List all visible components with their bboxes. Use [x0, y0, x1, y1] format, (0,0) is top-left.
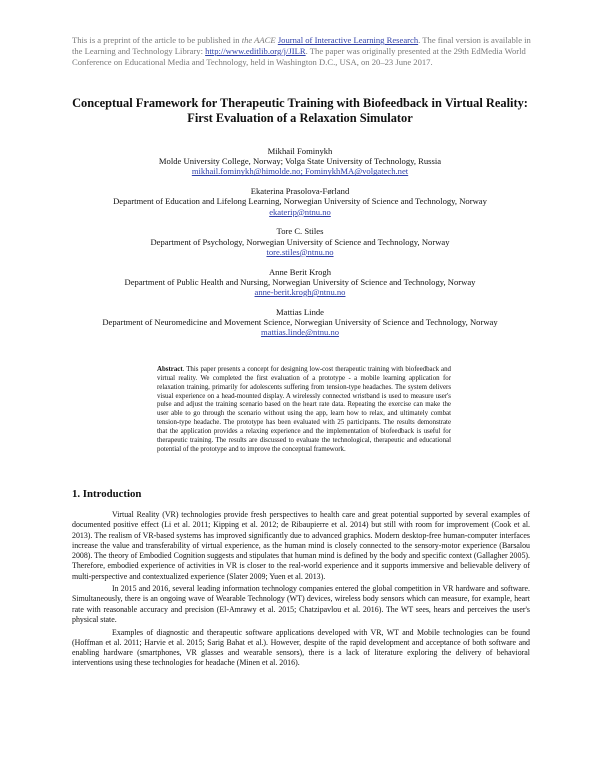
author-block: [40, 307, 560, 338]
author-name: Tore C. Stiles: [276, 226, 324, 237]
author-email-link[interactable]: ekaterip@ntnu.no: [269, 206, 331, 217]
author-list: [40, 146, 560, 347]
author-email-link[interactable]: mikhail.fominykh@himolde.no; FominykhMA@volgatech.net: [191, 166, 409, 177]
author-email-link[interactable]: mattias.linde@ntnu.no: [260, 327, 340, 338]
abstract-label: Abstract: [157, 366, 183, 373]
author-affiliation: Molde University College, Norway; Volga State University of Technology, Russia: [158, 156, 442, 167]
section-body: [72, 510, 530, 671]
author-affiliation: Department of Education and Lifelong Learning, Norwegian University of Science and Technology, Norway: [113, 196, 487, 207]
body-paragraph: In 2015 and 2016, several leading information technology companies entered the global competition in VR hardware and software. Simultaneously, there is an ongoing wave of Wearable Technology (WT) devices, wireless body sensors which can measure, for example, heart rate with reasonable accuracy and precision (El-Amrawy et al. 2015; Chatzipavlou et al. 2016). The WT sees, hears and perceives the user's physical state.: [72, 584, 530, 624]
library-url-link[interactable]: http://www.editlib.org/j/JILR: [205, 46, 306, 56]
author-affiliation: Department of Psychology, Norwegian University of Science and Technology, Norway: [150, 236, 450, 247]
body-paragraph: Virtual Reality (VR) technologies provide fresh perspectives to health care and great potential supported by several examples of documented positive effect (Li et al. 2011; Kipping et al. 2012; de Ribaupierre et al. 2014) but still with room for improvement (Cook et al. 2013). The realism of VR-based systems has improved significantly due to advanced graphics. Modern desktop-free human-computer interfaces increase the value and transferability of virtual experience, as the human mind is closely connected to the sensory-motor experience (Barsalou 2008). The theory of Embodied Cognition suggests and stipulates that human mind is defined by the body and specific context (Gallagher 2005). Therefore, embodied experience of activities in VR is closer to the real-world experience and it supports immersive and believable delivery of multi-perspective and contextualized experience (Slater 2009; Yuen et al. 2013).: [72, 510, 530, 581]
author-affiliation: Department of Public Health and Nursing, Norwegian University of Science and Technology, Norway: [124, 276, 476, 287]
journal-link[interactable]: Journal of Interactive Learning Research: [277, 35, 419, 45]
author-block: [40, 226, 560, 257]
author-name: Mikhail Fominykh: [267, 146, 333, 156]
author-email-link[interactable]: tore.stiles@ntnu.no: [266, 246, 334, 257]
preprint-notice: [72, 35, 532, 68]
author-affiliation: Department of Neuromedicine and Movement Science, Norwegian University of Science and Technology, Norway: [102, 317, 498, 328]
section-heading: 1. Introduction: [72, 488, 142, 500]
abstract-text: . This paper presents a concept for designing low-cost therapeutic training with biofeedback and virtual reality. We completed the first evaluation of a prototype - a mobile learning application for relaxation training, primarily for adolescents suffering from tension-type headaches. The system delivers visual experience on a head-mounted display. A wirelessly connected wristband is used to measure user's pulse and adjust the training scenario based on the heart rate data. Repeating the exercise can make the user able to go through the scenario without using the app, learn how to relax, and ultimately combat tension-type headache. The prototype has been evaluated with 25 participants. The results demonstrate that the application provides a relaxing experience and the implementation of biofeedback is useful for therapeutic training. The results are discussed to evaluate the technological, therapeutic and educational potential of the prototype and to improve the conceptual framework.: [157, 366, 451, 453]
author-name: Anne Berit Krogh: [268, 266, 332, 277]
author-block: [40, 267, 560, 298]
author-block: [40, 186, 560, 217]
body-paragraph: Examples of diagnostic and therapeutic software applications developed with VR, WT and Mobile technologies can be found (Hoffman et al. 2011; Harvie et al. 2015; Sarig Bahat et al.). However, despite of the rapid development and acceptance of both software and enabling hardware (smartphones, VR glasses and wearable sensors), there is a lack of literature exploring the delivery of behavioral interventions using these technologies for headache (Minen et al. 2016).: [72, 627, 530, 668]
author-name: Mattias Linde: [276, 306, 324, 317]
preprint-text-2: . The final version is available in the Learning and Technology Library:: [72, 35, 531, 56]
preprint-venue-prefix: the AACE: [241, 35, 278, 45]
abstract: [157, 366, 451, 454]
preprint-text-1: This is a preprint of the article to be published in: [72, 35, 242, 45]
author-email-link[interactable]: anne-berit.krogh@ntnu.no: [254, 287, 346, 298]
preprint-text-3: . The paper was originally presented at the 29th EdMedia World Conference on Educational Media and Technology, held in Washington D.C., USA, on 20–23 June 2017.: [72, 46, 526, 67]
author-block: [40, 146, 560, 177]
paper-title: Conceptual Framework for Therapeutic Training with Biofeedback in Virtual Reality: First Evaluation of a Relaxation Simulator: [72, 96, 528, 125]
author-name: Ekaterina Prasolova-Førland: [250, 186, 350, 197]
